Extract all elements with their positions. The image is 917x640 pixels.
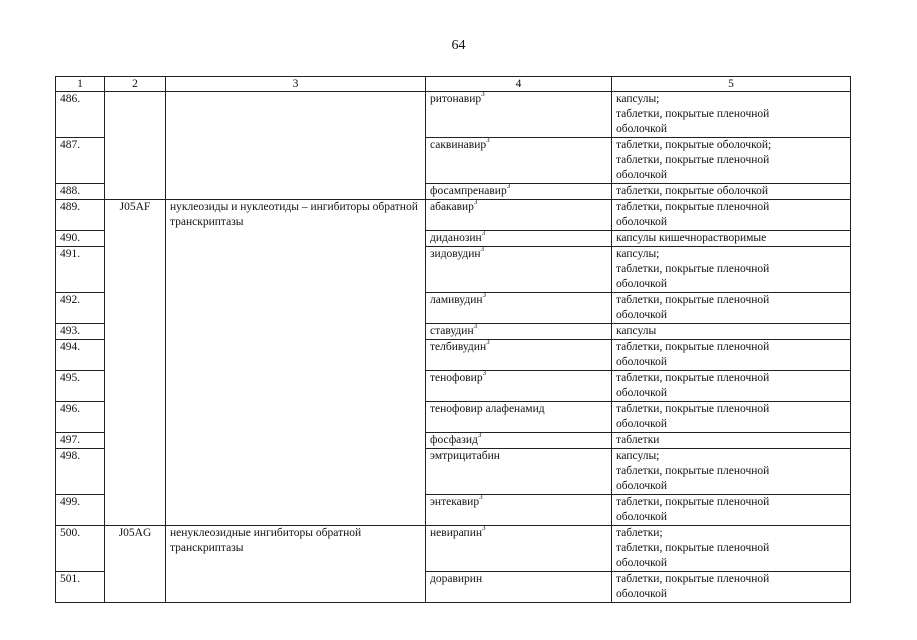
drug-name: эмтрицитабин <box>430 450 500 462</box>
dosage-form-line: таблетки, покрытые пленочной <box>616 294 770 306</box>
column-header: 5 <box>612 77 851 92</box>
dosage-form-line: капсулы; <box>616 248 660 260</box>
drug-name-cell <box>426 449 612 495</box>
dosage-form-line: оболочкой <box>616 216 668 228</box>
group-description <box>166 92 426 200</box>
dosage-form-line: таблетки; <box>616 527 663 539</box>
footnote-marker: 3 <box>482 369 487 378</box>
row-number: 487. <box>56 138 105 184</box>
dosage-form-line: таблетки, покрытые пленочной <box>616 263 770 275</box>
dosage-forms <box>612 433 851 449</box>
row-number: 491. <box>56 247 105 293</box>
column-header: 2 <box>105 77 166 92</box>
dosage-forms <box>612 572 851 603</box>
dosage-forms <box>612 402 851 433</box>
dosage-form-line: таблетки, покрытые пленочной <box>616 403 770 415</box>
drug-name-cell <box>426 495 612 526</box>
footnote-marker: 3 <box>486 338 490 347</box>
table-body <box>56 92 851 603</box>
drug-name-cell <box>426 138 612 184</box>
dosage-forms <box>612 324 851 340</box>
dosage-form-line: таблетки, покрытые пленочной <box>616 465 770 477</box>
dosage-form-line: капсулы <box>616 325 657 337</box>
page-number: 64 <box>451 38 466 53</box>
drug-name-cell <box>426 526 612 572</box>
row-number: 501. <box>56 572 105 603</box>
atc-code <box>105 92 166 200</box>
dosage-form-line: таблетки, покрытые пленочной <box>616 573 770 585</box>
drug-name: тенофовир <box>430 372 483 384</box>
drug-name-cell <box>426 340 612 371</box>
drug-name: ритонавир <box>430 93 482 105</box>
footnote-marker: 3 <box>482 291 486 300</box>
dosage-forms <box>612 138 851 184</box>
dosage-forms <box>612 231 851 247</box>
header-row <box>56 77 851 92</box>
dosage-form-line: таблетки, покрытые пленочной <box>616 542 770 554</box>
drug-name-cell <box>426 247 612 293</box>
dosage-form-line: таблетки <box>616 434 660 446</box>
row-number: 495. <box>56 371 105 402</box>
column-header: 4 <box>426 77 612 92</box>
drug-name-cell <box>426 402 612 433</box>
dosage-form-line: таблетки, покрытые оболочкой <box>616 185 768 197</box>
row-number: 492. <box>56 293 105 324</box>
drug-name: диданозин <box>430 232 482 244</box>
row-number: 489. <box>56 200 105 231</box>
drug-name: телбивудин <box>430 341 487 353</box>
dosage-form-line: капсулы кишечнорастворимые <box>616 232 767 244</box>
drug-name: энтекавир <box>430 496 480 508</box>
dosage-form-line: оболочкой <box>616 309 668 321</box>
column-header: 1 <box>56 77 105 92</box>
footnote-marker: 3 <box>486 136 490 145</box>
dosage-forms <box>612 247 851 293</box>
dosage-form-line: оболочкой <box>616 169 668 181</box>
table-row <box>56 526 851 572</box>
row-number: 497. <box>56 433 105 449</box>
footnote-marker: 3 <box>481 229 486 238</box>
footnote-marker: 3 <box>477 431 482 440</box>
dosage-form-line: оболочкой <box>616 480 668 492</box>
dosage-form-line: таблетки, покрытые пленочной <box>616 154 770 166</box>
column-header: 3 <box>166 77 426 92</box>
drug-name: ставудин <box>430 325 474 337</box>
drug-name: фосампренавир <box>430 185 507 197</box>
drug-name: фосфазид <box>430 434 478 446</box>
row-number: 500. <box>56 526 105 572</box>
drug-name-cell <box>426 293 612 324</box>
dosage-form-line: оболочкой <box>616 123 668 135</box>
group-description: ненуклеозидные ингибиторы обратной транскриптазы <box>166 526 426 603</box>
dosage-form-line: таблетки, покрытые пленочной <box>616 201 770 213</box>
dosage-forms <box>612 92 851 138</box>
dosage-form-line: оболочкой <box>616 278 668 290</box>
dosage-form-line: оболочкой <box>616 418 668 430</box>
group-description: нуклеозиды и нуклеотиды – ингибиторы обратной транскриптазы <box>166 200 426 526</box>
dosage-form-line: оболочкой <box>616 356 668 368</box>
dosage-forms <box>612 184 851 200</box>
dosage-form-line: таблетки, покрытые пленочной <box>616 372 770 384</box>
dosage-form-line: таблетки, покрытые оболочкой; <box>616 139 772 151</box>
drug-name: ламивудин <box>430 294 483 306</box>
table-row <box>56 92 851 138</box>
dosage-forms <box>612 526 851 572</box>
drug-name-cell <box>426 92 612 138</box>
dosage-forms <box>612 371 851 402</box>
drug-name-cell <box>426 572 612 603</box>
dosage-forms <box>612 495 851 526</box>
dosage-form-line: оболочкой <box>616 588 668 600</box>
row-number: 488. <box>56 184 105 200</box>
drug-name-cell <box>426 231 612 247</box>
drug-name-cell <box>426 324 612 340</box>
drug-name-cell <box>426 433 612 449</box>
drug-name-cell <box>426 371 612 402</box>
drug-name: невирапин <box>430 527 483 539</box>
drug-name: саквинавир <box>430 139 487 151</box>
row-number: 499. <box>56 495 105 526</box>
footnote-marker: 3 <box>479 493 483 502</box>
footnote-marker: 3 <box>481 90 485 99</box>
row-number: 498. <box>56 449 105 495</box>
dosage-form-line: таблетки, покрытые пленочной <box>616 341 770 353</box>
dosage-form-line: капсулы; <box>616 93 660 105</box>
drug-name-cell <box>426 184 612 200</box>
footnote-marker: 3 <box>480 245 485 254</box>
atc-code: J05AF <box>105 200 166 526</box>
dosage-form-line: таблетки, покрытые пленочной <box>616 496 770 508</box>
row-number: 494. <box>56 340 105 371</box>
row-number: 493. <box>56 324 105 340</box>
row-number: 490. <box>56 231 105 247</box>
drug-name: зидовудин <box>430 248 481 260</box>
dosage-forms <box>612 449 851 495</box>
dosage-forms <box>612 200 851 231</box>
atc-code: J05AG <box>105 526 166 603</box>
row-number: 486. <box>56 92 105 138</box>
dosage-forms <box>612 340 851 371</box>
dosage-form-line: капсулы; <box>616 450 660 462</box>
row-number: 496. <box>56 402 105 433</box>
dosage-form-line: оболочкой <box>616 511 668 523</box>
drug-name: тенофовир алафенамид <box>430 403 545 415</box>
table-row <box>56 200 851 231</box>
drug-name-cell <box>426 200 612 231</box>
footnote-marker: 3 <box>506 182 511 191</box>
footnote-marker: 3 <box>473 198 478 207</box>
footnote-marker: 3 <box>473 322 478 331</box>
dosage-form-line: таблетки, покрытые пленочной <box>616 108 770 120</box>
dosage-forms <box>612 293 851 324</box>
footnote-marker: 3 <box>482 524 486 533</box>
drug-table <box>55 76 851 603</box>
drug-name: доравирин <box>430 573 483 585</box>
drug-name: абакавир <box>430 201 474 213</box>
dosage-form-line: оболочкой <box>616 557 668 569</box>
dosage-form-line: оболочкой <box>616 387 668 399</box>
